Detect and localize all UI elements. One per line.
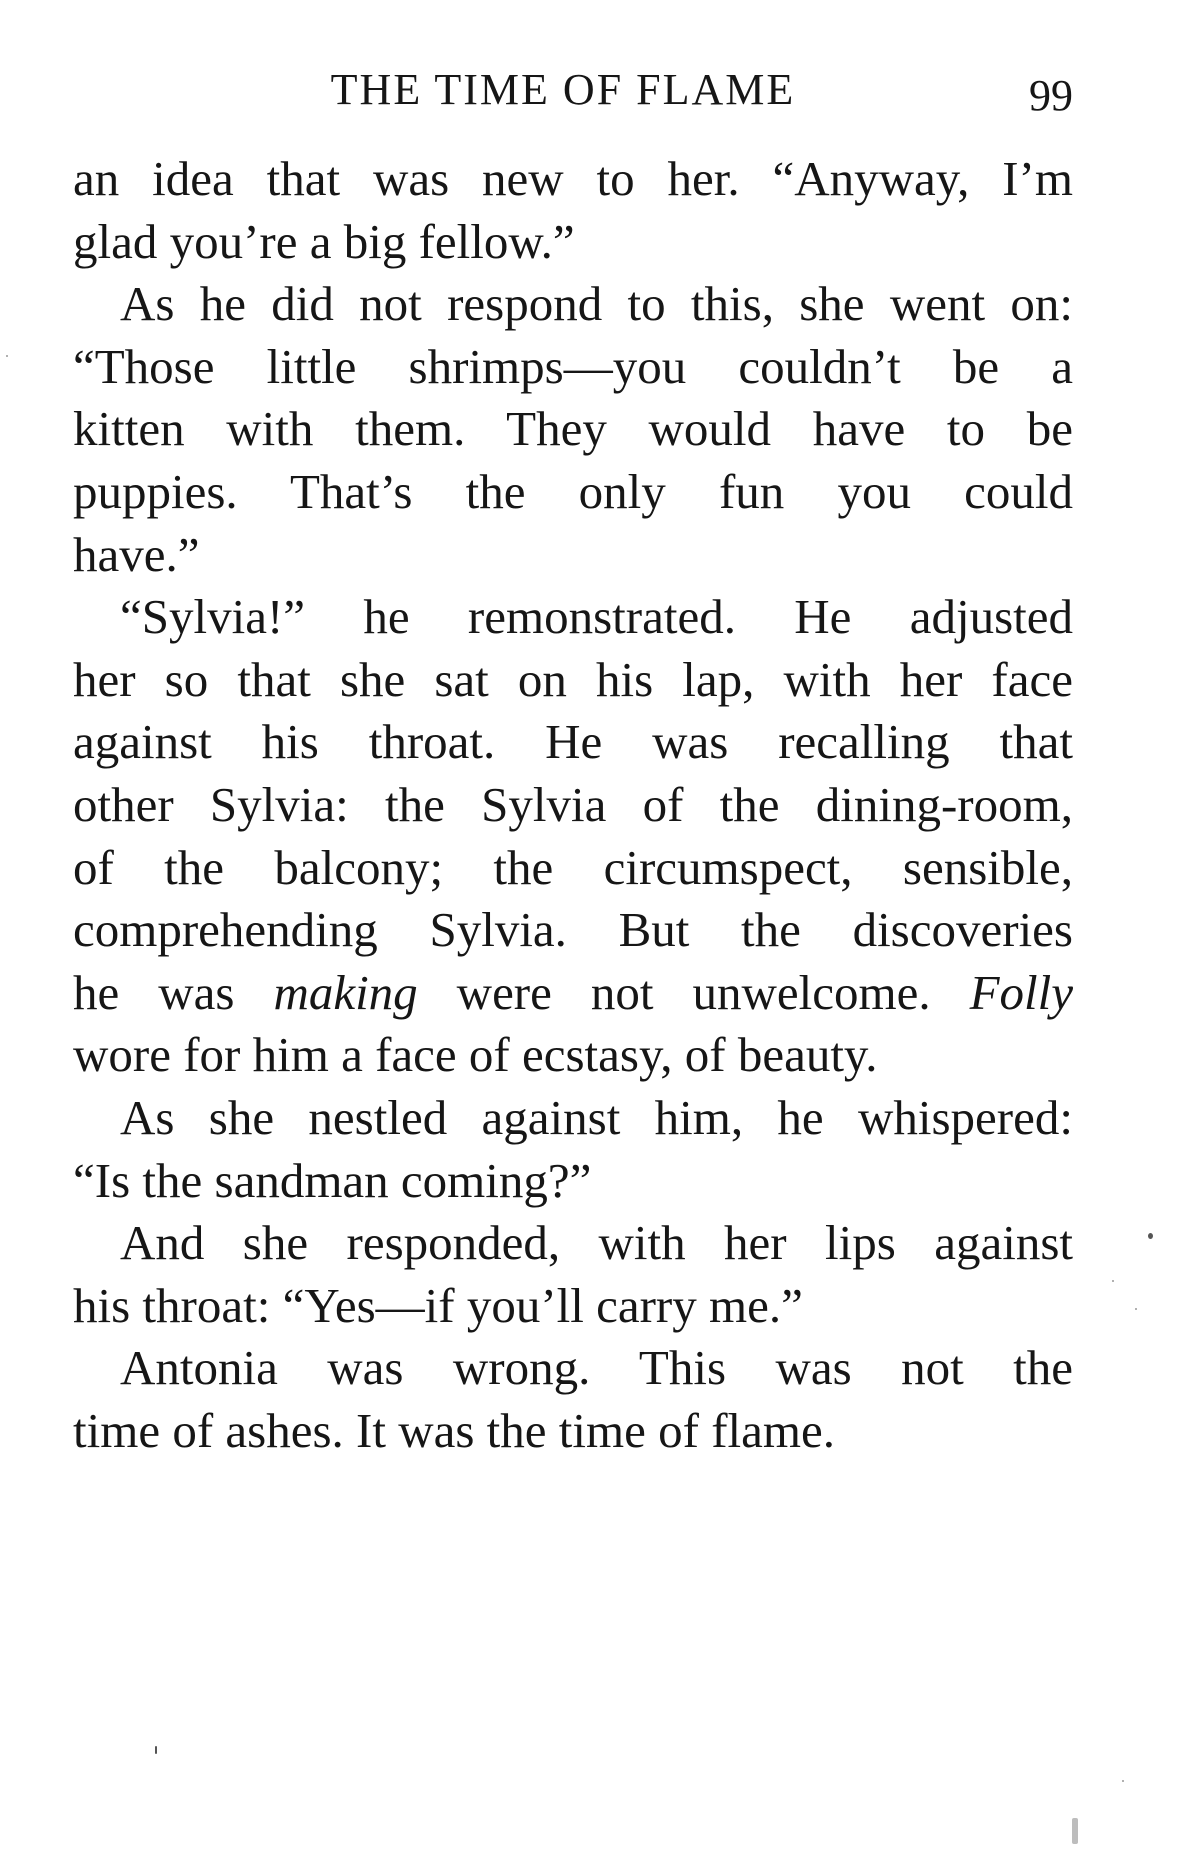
italic-word: Folly — [969, 964, 1073, 1020]
text-line: against his throat. He was recalling that — [73, 714, 1073, 770]
page-number: 99 — [1029, 71, 1073, 120]
text-line: time of ashes. It was the time of flame. — [73, 1402, 835, 1458]
text-line: puppies. That’s the only fun you could — [73, 463, 1073, 519]
text-segment: were not unwelcome. — [417, 964, 970, 1020]
italic-word: making — [273, 964, 418, 1020]
body-text — [73, 148, 1073, 1462]
text-segment: he was — [73, 964, 274, 1020]
scan-speck — [1072, 1818, 1078, 1844]
text-line: As she nestled against him, he whispered: — [120, 1089, 1073, 1145]
scan-speck — [1112, 1280, 1114, 1282]
text-line: kitten with them. They would have to be — [73, 401, 1073, 457]
text-line: comprehending Sylvia. But the discoveries — [73, 902, 1073, 958]
scan-speck — [1135, 1308, 1137, 1310]
text-line-with-italics — [73, 962, 1073, 1025]
text-line: “Sylvia!” he remonstrated. He adjusted — [120, 589, 1073, 645]
scan-speck — [155, 1746, 157, 1754]
running-head — [73, 62, 1073, 118]
text-line: her so that she sat on his lap, with her face — [73, 651, 1073, 707]
text-line: Antonia was wrong. This was not the — [120, 1340, 1073, 1396]
scan-speck — [1122, 1780, 1124, 1782]
text-line: wore for him a face of ecstasy, of beauty. — [73, 1027, 878, 1083]
text-line: have.” — [73, 526, 200, 582]
text-line: “Is the sandman coming?” — [73, 1152, 592, 1208]
running-title: THE TIME OF FLAME — [330, 65, 796, 114]
text-line: other Sylvia: the Sylvia of the dining-room, — [73, 776, 1073, 832]
text-line: glad you’re a big fellow.” — [73, 213, 575, 269]
scan-speck — [6, 355, 8, 357]
text-line: And she responded, with her lips against — [120, 1215, 1073, 1271]
text-line: an idea that was new to her. “Anyway, I’m — [73, 151, 1073, 206]
scan-speck — [1148, 1233, 1153, 1239]
text-line: “Those little shrimps—you couldn’t be a — [73, 338, 1073, 394]
text-line: As he did not respond to this, she went on: — [120, 276, 1073, 332]
text-line: of the balcony; the circumspect, sensible, — [73, 839, 1073, 895]
text-line: his throat: “Yes—if you’ll carry me.” — [73, 1277, 803, 1333]
